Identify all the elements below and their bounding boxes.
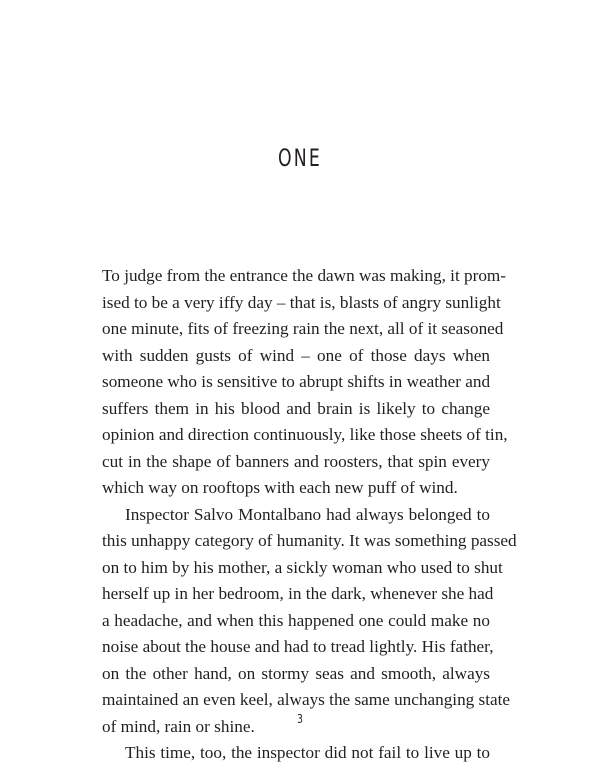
text-line: of mind, rain or shine. [102, 716, 255, 736]
text-line: noise about the house and had to tread lightly. His father, [102, 637, 494, 656]
text-line: with sudden gusts of wind – one of those days when [102, 345, 490, 365]
text-line: cut in the shape of banners and roosters, that spin every [102, 451, 490, 471]
text-line: This time, too, the inspector did not fail to live up to [125, 743, 490, 762]
text-line: a headache, and when this happened one could make no [102, 610, 490, 630]
text-line: on the other hand, on stormy seas and smooth, always [102, 663, 490, 683]
text-line: herself up in her bedroom, in the dark, whenever she had [102, 584, 494, 603]
text-line: opinion and direction continuously, like those sheets of tin, [102, 425, 508, 444]
chapter-title: ONE [278, 144, 322, 172]
text-line: maintained an even keel, always the same unchanging state [102, 690, 511, 709]
text-line: ised to be a very iffy day – that is, blasts of angry sunlight [102, 292, 501, 312]
text-line: To judge from the entrance the dawn was making, it prom- [102, 266, 507, 285]
text-line: which way on rooftops with each new puff of wind. [102, 478, 458, 497]
text-line: suffers them in his blood and brain is likely to change [102, 398, 490, 418]
page-number: 3 [297, 712, 303, 726]
text-line: one minute, fits of freezing rain the next, all of it seasoned [102, 319, 504, 338]
chapter-body-text [102, 263, 517, 767]
text-line: Inspector Salvo Montalbano had always belonged to [125, 504, 490, 524]
text-line: this unhappy category of humanity. It was something passed [102, 531, 517, 550]
text-line: on to him by his mother, a sickly woman who used to shut [102, 557, 503, 577]
text-line: someone who is sensitive to abrupt shifts in weather and [102, 372, 491, 391]
